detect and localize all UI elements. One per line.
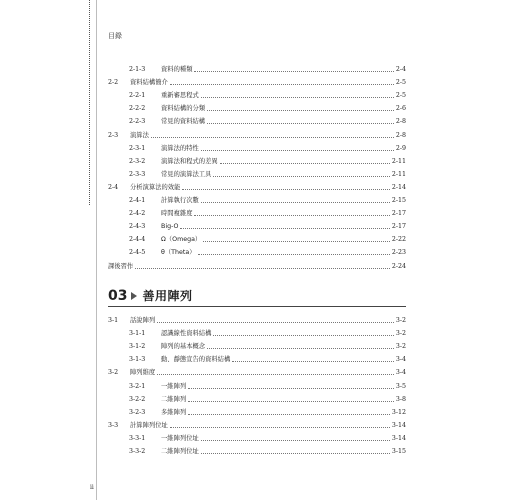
toc-entry-number: 2-4-1	[129, 197, 146, 204]
toc-entry-title: 動、靜態宣告的資料結構	[161, 356, 231, 364]
toc-entry-number: 3-2	[108, 369, 119, 377]
toc-entry-number: 3-2-1	[129, 382, 146, 390]
toc-entry-title: Big-O	[161, 223, 179, 231]
toc-entry-page: 2-24	[391, 262, 406, 270]
toc-entry-page: 2-8	[395, 118, 406, 126]
toc-entry-number: 2-2-3	[129, 118, 146, 126]
toc-entry-title: 一維陣列	[161, 382, 187, 390]
toc-entry[interactable]	[108, 365, 406, 377]
toc-entry-title: 演算法的特性	[161, 144, 199, 152]
toc-entry-number: 3-2-2	[129, 395, 146, 403]
toc-entry-title: 資料結構的分類	[161, 105, 206, 113]
dot-leader	[157, 321, 394, 323]
chapter-number: 03	[108, 287, 128, 304]
toc-entry-page: 2-17	[391, 210, 406, 218]
toc-entry-number: 3-2-3	[129, 408, 146, 416]
toc-entry-title: 演算法和程式的差異	[161, 157, 218, 165]
toc-entry-page: 2-23	[391, 249, 406, 257]
toc-entry-number: 3-3	[108, 421, 119, 429]
toc-entry-number: 2-2	[108, 79, 119, 87]
toc-entry[interactable]	[108, 313, 406, 325]
toc-entry-number: 2-4-4	[129, 236, 146, 244]
dot-leader	[213, 334, 393, 336]
toc-entry-page: 2-5	[395, 79, 406, 87]
toc-entry-title: 認識線性資料結構	[161, 330, 212, 338]
toc-entry-title: 演算法	[130, 131, 149, 139]
toc-entry-number: 2-4	[108, 183, 119, 191]
dot-leader	[188, 413, 390, 415]
chapter-title: 善用陣列	[142, 289, 193, 303]
toc-entry-page: 2-9	[395, 144, 406, 152]
toc-entry-title: 二維陣列	[161, 395, 187, 403]
dot-leader	[201, 439, 390, 441]
toc-entry-page: 3-5	[395, 382, 406, 390]
toc-entry[interactable]	[129, 444, 406, 456]
toc-entry[interactable]	[129, 405, 406, 417]
toc-entry-title: 時間複雜度	[161, 210, 193, 218]
toc-entry-title: 資料結構簡介	[130, 79, 168, 87]
page-number: ii	[90, 484, 94, 491]
toc-entry-page: 2-22	[391, 236, 406, 244]
toc-entry-title: 常見的資料結構	[161, 118, 206, 126]
toc-entry-page: 2-15	[391, 197, 406, 204]
toc-entry-title: 陣列的基本概念	[161, 343, 206, 351]
toc-entry-number: 2-3-2	[129, 157, 146, 165]
toc-entry-page: 3-12	[391, 408, 406, 416]
toc-entry-title: 資料的種類	[161, 66, 193, 73]
toc-entry-page: 2-11	[391, 157, 406, 165]
toc-entry-title: 一維陣列位址	[161, 434, 199, 442]
running-header: 目錄	[108, 32, 122, 40]
toc-entry-number: 2-4-5	[129, 249, 146, 257]
toc-entry[interactable]	[129, 431, 406, 443]
toc-entry-page: 2-6	[395, 105, 406, 113]
toc-entry[interactable]	[108, 418, 406, 430]
toc-entry[interactable]	[129, 352, 406, 364]
toc-entry-number: 2-3-3	[129, 170, 146, 178]
toc-entry-title: 話說陣列	[130, 317, 156, 324]
toc-entry-page: 2-5	[395, 92, 406, 100]
toc-entry-page: 3-14	[391, 421, 406, 429]
toc-entry-title: 計算陣列位址	[130, 421, 168, 429]
toc-entry-title: 常見的演算法工具	[161, 170, 212, 178]
toc-entry-number: 3-1-3	[129, 356, 146, 364]
dot-leader	[188, 387, 394, 389]
toc-entry-page: 3-14	[391, 434, 406, 442]
toc-entry-page: 2-4	[395, 66, 406, 73]
toc-entry-number: 2-2-1	[129, 92, 146, 100]
toc-entry-title: 多維陣列	[161, 408, 187, 416]
toc-entry-title: 分析演算法的效能	[130, 183, 181, 191]
toc-entry-number: 2-4-2	[129, 210, 146, 218]
toc-entry[interactable]	[129, 339, 406, 351]
dot-leader	[232, 360, 394, 362]
dot-leader	[201, 452, 390, 454]
toc-entry-page: 3-4	[395, 369, 406, 377]
toc-entry[interactable]	[129, 326, 406, 338]
toc-entry-title: 計算執行次數	[161, 197, 199, 204]
toc-entry-page: 2-11	[391, 170, 406, 178]
toc-entry-number: 3-1	[108, 317, 119, 324]
dot-leader	[157, 373, 394, 375]
toc-entry[interactable]	[129, 379, 406, 391]
toc-entry-title: 二維陣列位址	[161, 448, 199, 455]
toc-entry-number: 2-3	[108, 131, 119, 139]
toc-entry-page: 3-2	[395, 330, 406, 338]
toc-entry-page: 3-8	[395, 395, 406, 403]
toc-entry-page: 3-2	[395, 343, 406, 351]
dot-leader	[170, 426, 390, 428]
toc-entry-page: 3-4	[395, 356, 406, 364]
toc-entry-number: 2-1-3	[129, 66, 146, 73]
toc-entry[interactable]	[129, 392, 406, 404]
toc-entry-page: 3-15	[391, 448, 406, 455]
toc-entry-page: 3-2	[395, 317, 406, 324]
toc-entry-number: 3-1-2	[129, 343, 146, 351]
toc-entry-page: 2-17	[391, 223, 406, 231]
toc-entry-title: 重新審思程式	[161, 92, 199, 100]
toc-entry-title: Ω（Omega）	[161, 236, 202, 244]
dot-leader	[188, 400, 394, 402]
toc-entry-number: 2-3-1	[129, 144, 146, 152]
toc-entry-page: 2-14	[391, 183, 406, 191]
toc-entry-title: 陣列維度	[130, 369, 156, 377]
toc-entry-title: θ（Theta）	[161, 249, 196, 257]
toc-entry-number: 2-4-3	[129, 223, 146, 231]
toc-entry-page: 2-8	[395, 131, 406, 139]
dot-leader	[207, 347, 394, 349]
toc-entry-number: 3-3-2	[129, 448, 146, 455]
toc-entry-number: 3-3-1	[129, 434, 146, 442]
toc-entry-title: 課後習作	[108, 262, 134, 270]
toc-entry-number: 3-1-1	[129, 330, 146, 338]
toc-entry-number: 2-2-2	[129, 105, 146, 113]
